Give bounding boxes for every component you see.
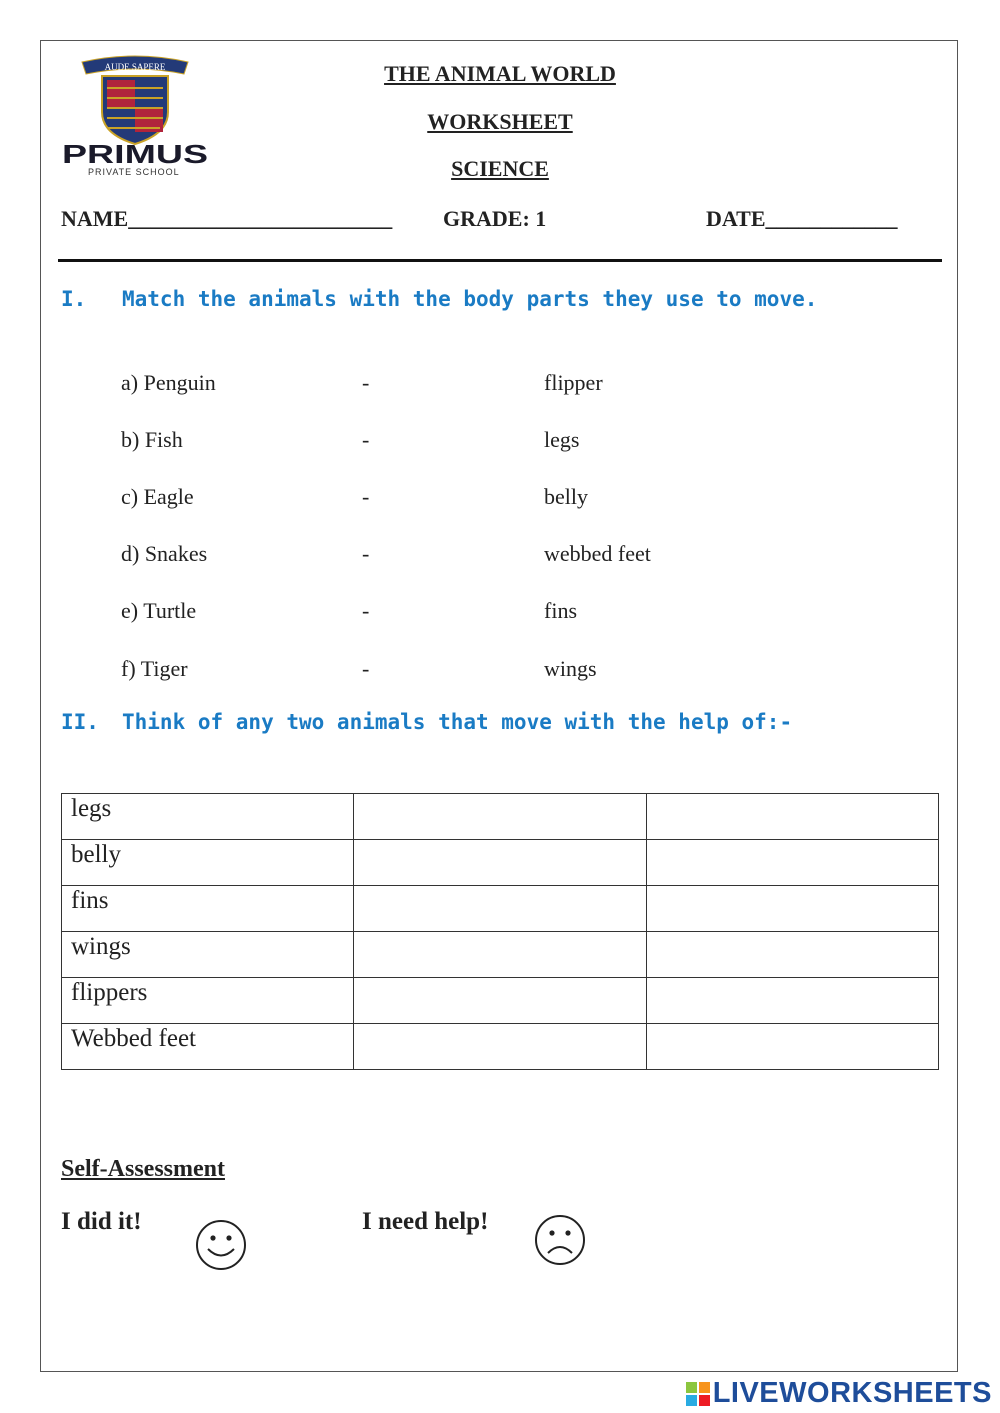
match-dash: - — [362, 427, 370, 452]
table-row — [62, 978, 939, 1024]
match-dash: - — [362, 598, 370, 623]
body-part-cell: belly — [62, 840, 354, 886]
section-1-title: Match the animals with the body parts they use to move. — [122, 287, 818, 311]
table-row — [62, 1024, 939, 1070]
answer-cell[interactable] — [646, 1024, 938, 1070]
answer-cell[interactable] — [354, 794, 646, 840]
header-divider — [58, 259, 942, 262]
match-body-part[interactable]: wings — [544, 656, 597, 681]
answer-cell[interactable] — [646, 794, 938, 840]
match-animal[interactable]: a) Penguin — [121, 370, 216, 395]
table-row — [62, 932, 939, 978]
did-it-label: I did it! — [61, 1208, 142, 1235]
answer-cell[interactable] — [646, 840, 938, 886]
table-row — [62, 886, 939, 932]
match-animal[interactable]: e) Turtle — [121, 598, 197, 623]
section-2-title: Think of any two animals that move with the help of:- — [122, 710, 793, 734]
date-field[interactable]: DATE____________ — [706, 206, 898, 231]
match-dash: - — [362, 541, 370, 566]
answer-cell[interactable] — [354, 978, 646, 1024]
match-body-part[interactable]: belly — [544, 484, 588, 509]
match-dash: - — [362, 656, 370, 681]
body-part-cell: fins — [62, 886, 354, 932]
worksheet-title: THE ANIMAL WORLD — [384, 61, 616, 86]
school-logo — [60, 52, 210, 178]
section-2-number: II. — [61, 710, 99, 734]
need-help-label: I need help! — [362, 1208, 489, 1235]
match-dash: - — [362, 370, 370, 395]
self-assessment-title: Self-Assessment — [61, 1156, 225, 1182]
match-row — [0, 656, 1000, 686]
subject-title: SCIENCE — [451, 156, 549, 181]
match-row — [0, 370, 1000, 400]
match-body-part[interactable]: legs — [544, 427, 580, 452]
smiley-face-icon[interactable] — [195, 1218, 247, 1272]
match-body-part[interactable]: webbed feet — [544, 541, 651, 566]
animals-table — [61, 793, 939, 1070]
answer-cell[interactable] — [646, 978, 938, 1024]
match-animal[interactable]: d) Snakes — [121, 541, 208, 566]
table-row — [62, 840, 939, 886]
match-animal[interactable]: b) Fish — [121, 427, 183, 452]
table-row — [62, 794, 939, 840]
match-animal[interactable]: c) Eagle — [121, 484, 194, 509]
body-part-cell: flippers — [62, 978, 354, 1024]
match-row — [0, 598, 1000, 628]
answer-cell[interactable] — [354, 886, 646, 932]
match-row — [0, 541, 1000, 571]
body-part-cell: legs — [62, 794, 354, 840]
match-body-part[interactable]: fins — [544, 598, 577, 623]
section-1-heading — [61, 287, 941, 317]
brand-text: LIVEWORKSHEETS — [712, 1377, 992, 1409]
match-row — [0, 484, 1000, 514]
name-field[interactable]: NAME________________________ — [61, 206, 393, 231]
liveworksheets-logo — [686, 1377, 992, 1410]
school-tagline: PRIVATE SCHOOL — [88, 167, 180, 177]
answer-cell[interactable] — [354, 840, 646, 886]
liveworksheets-grid-icon — [686, 1382, 710, 1406]
match-body-part[interactable]: flipper — [544, 370, 603, 395]
school-name: PRIMUS — [62, 139, 208, 169]
section-2-heading — [61, 710, 941, 740]
body-part-cell: Webbed feet — [62, 1024, 354, 1070]
match-row — [0, 427, 1000, 457]
answer-cell[interactable] — [354, 1024, 646, 1070]
body-part-cell: wings — [62, 932, 354, 978]
answer-cell[interactable] — [646, 932, 938, 978]
sad-face-icon[interactable] — [533, 1213, 587, 1267]
grade-label: GRADE: 1 — [443, 206, 547, 231]
section-1-number: I. — [61, 287, 87, 311]
worksheet-subtitle: WORKSHEET — [427, 109, 573, 134]
match-dash: - — [362, 484, 370, 509]
answer-cell[interactable] — [646, 886, 938, 932]
motto-text: AUDE SAPERE — [104, 62, 166, 72]
answer-cell[interactable] — [354, 932, 646, 978]
match-animal[interactable]: f) Tiger — [121, 656, 188, 681]
